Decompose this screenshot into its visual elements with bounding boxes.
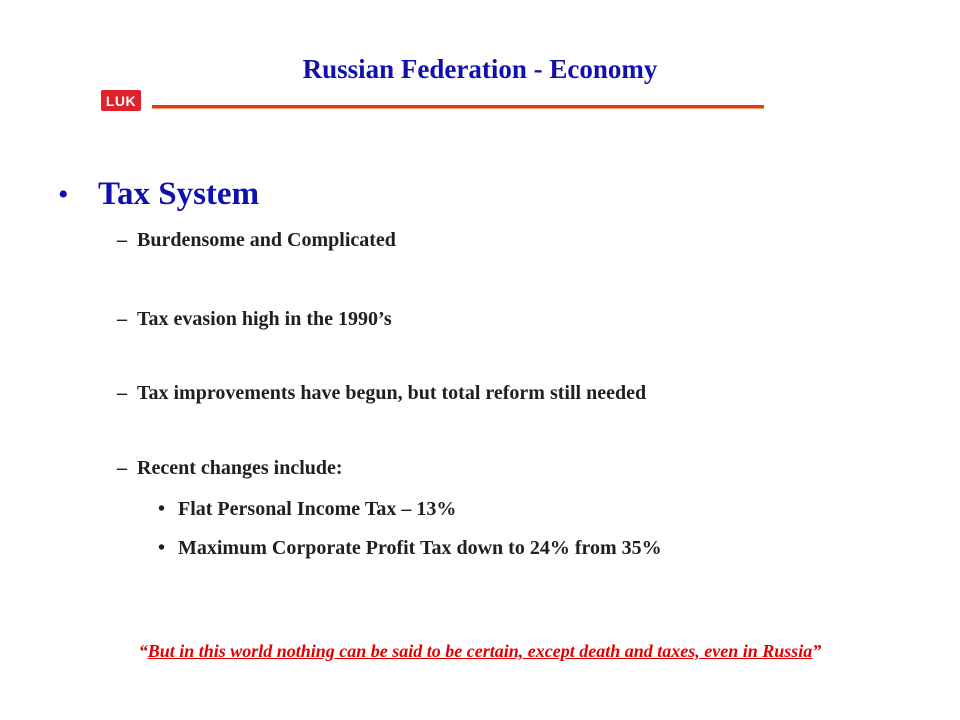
sub-item-text: Tax improvements have begun, but total reform still needed [137,382,647,404]
sub-item [117,382,646,405]
section-heading [58,176,259,213]
nested-item-bullet: • [158,537,166,559]
sub-item [117,457,343,480]
nested-item-text: Flat Personal Income Tax – 13% [178,498,457,520]
nested-item [158,537,662,560]
title-underline-divider [152,105,764,108]
sub-item-text: Recent changes include: [137,457,343,479]
quote-open-mark: “ [138,641,148,661]
nested-item-text: Maximum Corporate Profit Tax down to 24% from 35% [178,537,662,559]
quote-close-mark: ” [812,641,822,661]
sub-item-dash: – [117,457,127,479]
footer-quote [0,641,960,662]
heading-bullet: • [58,178,69,211]
sub-item-dash: – [117,308,127,330]
heading-text: Tax System [98,176,260,212]
sub-item-dash: – [117,229,127,251]
slide-title: Russian Federation - Economy [302,54,658,84]
sub-item-text: Tax evasion high in the 1990’s [137,308,392,330]
sub-item-text: Burdensome and Complicated [137,229,396,251]
sub-item [117,308,392,331]
lukoil-logo-icon: LUK [101,90,141,111]
nested-item-bullet: • [158,498,166,520]
sub-item-dash: – [117,382,127,404]
sub-item [117,229,396,252]
quote-text: But in this world nothing can be said to be certain, except death and taxes, even in Russia [147,641,813,661]
nested-item [158,498,456,521]
